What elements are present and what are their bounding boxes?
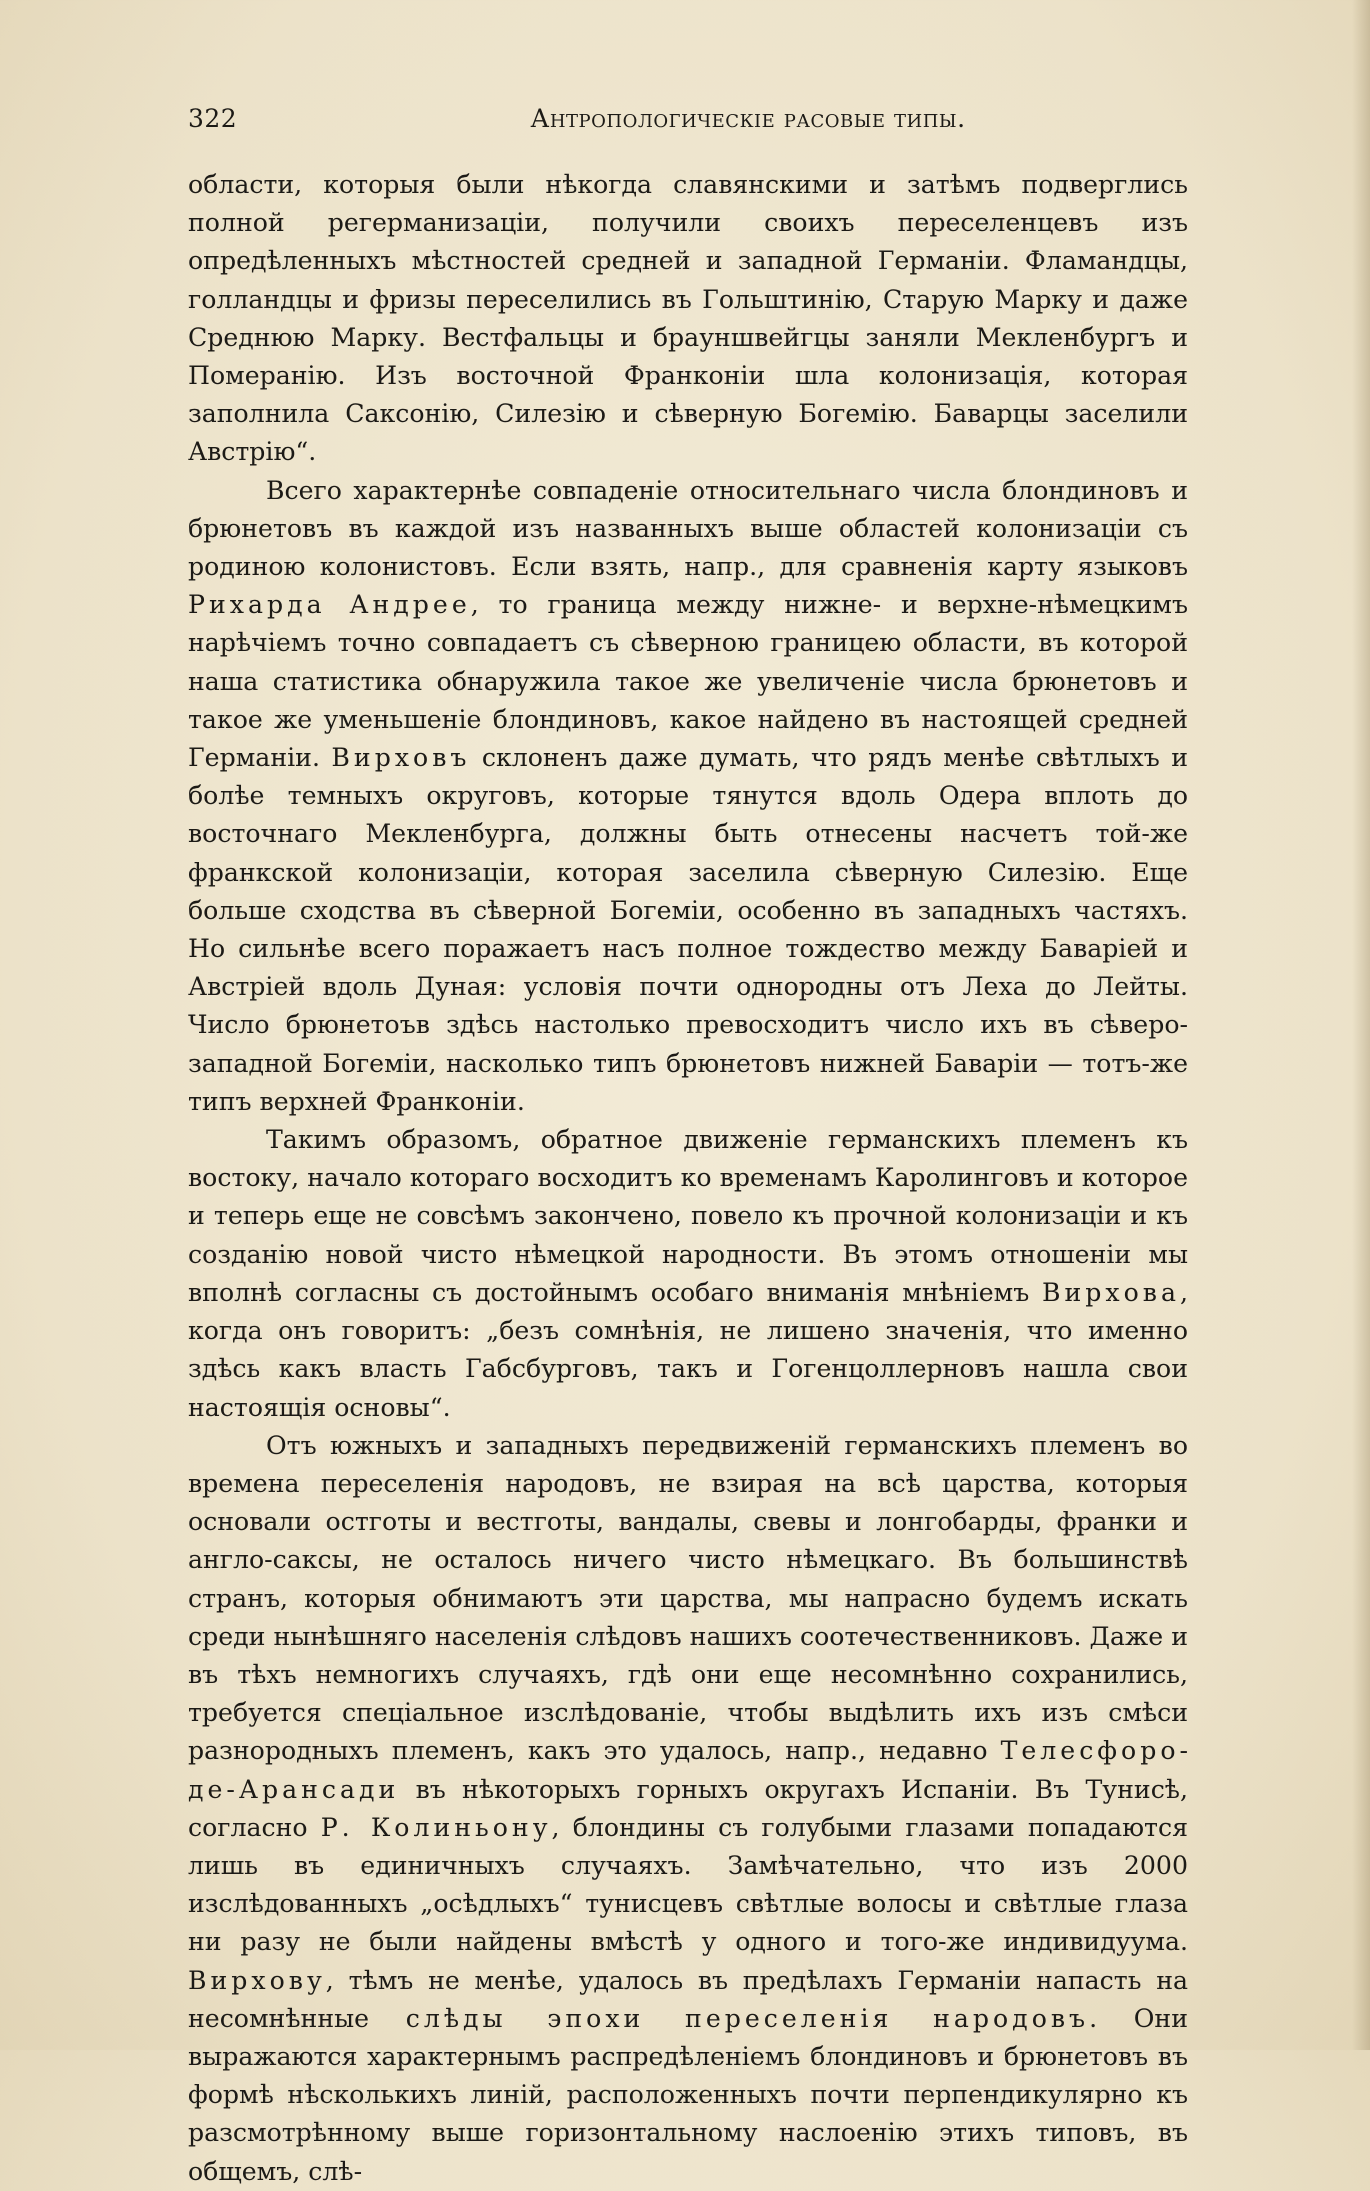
text-run: , то граница между нижне- и верхне-нѣмецкимъ нарѣчiемъ точно совпадаетъ съ сѣверною границею области, въ которой наша статистика обнаружила такое же увеличенiе числа брюнетовъ и такое же уменьшенiе блондиновъ, какое найдено въ настоящей средней Германiи.: [188, 590, 1188, 773]
paragraph: [188, 166, 1188, 472]
spaced-name: слѣды эпохи переселенiя народовъ: [405, 2003, 1090, 2033]
spaced-name: Телесфороде-Арансади: [188, 1736, 1188, 1804]
paragraph: [188, 1121, 1188, 1427]
spaced-name: Вирховъ: [331, 743, 471, 773]
text-run: , тѣмъ не менѣе, удалось въ предѣлахъ Германiи напасть на несомнѣнные: [188, 1965, 1188, 2033]
text-run: . Они выражаются характернымъ распредѣленiемъ блондиновъ и брюнетовъ въ формѣ нѣсколькихъ линiй, расположенныхъ почти перпендикулярно къ разсмотрѣнному выше горизонтальному наслоенiю этихъ типовъ, въ общемъ, слѣ-: [188, 2003, 1188, 2186]
text-run: области, которыя были нѣкогда славянскими и затѣмъ подверглись полной регерманизацiи, получили своихъ переселенцевъ изъ опредѣленныхъ мѣстностей средней и западной Германiи. Фламандцы, голландцы и фризы переселились въ Гольштинiю, Старую Марку и даже Среднюю Марку. Вестфальцы и брауншвейгцы заняли Мекленбургъ и Померанiю. Изъ восточной Франконiи шла колонизацiя, которая заполнила Саксонiю, Силезiю и сѣверную Богемiю. Баварцы заселили Австрiю“.: [188, 170, 1188, 467]
running-title: Антропологическiе расовые типы.: [530, 104, 966, 133]
page-edge-shadow: [1352, 0, 1370, 2050]
page-number: 322: [188, 104, 238, 133]
text-run: , блондины съ голубыми глазами попадаются лишь въ единичныхъ случаяхъ. Замѣчательно, что изъ 2000 изслѣдованныхъ „осѣдлыхъ“ тунисцевъ свѣтлые волосы и свѣтлые глаза ни разу не были найдены вмѣстѣ у одного и того-же индивидуума.: [188, 1812, 1188, 1957]
text-run: , когда онъ говоритъ: „безъ сомнѣнiя, не лишено значенiя, что именно здѣсь какъ власть Габсбурговъ, такъ и Гогенцоллерновъ нашла свои настоящiя основы“.: [188, 1277, 1188, 1422]
text-run: Отъ южныхъ и западныхъ передвиженiй германскихъ племенъ во времена переселенiя народовъ, не взирая на всѣ царства, которыя основали остготы и вестготы, вандалы, свевы и лонгобарды, франки и англо-саксы, не осталось ничего чисто нѣмецкаго. Въ большинствѣ странъ, которыя обнимаютъ эти царства, мы напрасно будемъ искать среди нынѣшняго населенiя слѣдовъ нашихъ соотечественниковъ. Даже и въ тѣхъ немногихъ случаяхъ, гдѣ они еще несомнѣнно сохранились, требуется спецiальное изслѣдованiе, чтобы выдѣлить ихъ изъ смѣси разнородныхъ племенъ, какъ это удалось, напр., недавно: [188, 1430, 1188, 1766]
book-page: [188, 100, 1188, 2191]
spaced-name: Вирхова: [1041, 1277, 1180, 1307]
spaced-name: Р. Колиньону: [320, 1812, 552, 1842]
text-run: Такимъ образомъ, обратное движенiе германскихъ племенъ къ востоку, начало котораго восходитъ ко временамъ Каролинговъ и которое и теперь еще не совсѣмъ закончено, повело къ прочной колонизацiи и къ созданiю новой чисто нѣмецкой народности. Въ этомъ отношенiи мы вполнѣ согласны съ достойнымъ особаго вниманiя мнѣнiемъ: [188, 1125, 1188, 1307]
body-text: [188, 166, 1188, 2191]
running-head: [188, 100, 1188, 144]
text-run: въ нѣкоторыхъ горныхъ округахъ Испанiи. Въ Тунисѣ, согласно: [188, 1774, 1188, 1842]
text-run: склоненъ даже думать, что рядъ менѣе свѣтлыхъ и болѣе темныхъ округовъ, которые тянутся вдоль Одера вплоть до восточнаго Мекленбурга, должны быть отнесены насчетъ той-же франкской колонизацiи, которая заселила сѣверную Силезiю. Еще больше сходства въ сѣверной Богемiи, особенно въ западныхъ частяхъ. Но сильнѣе всего поражаетъ насъ полное тождество между Баварiей и Австрiей вдоль Дуная: условiя почти однородны отъ Леха до Лейты. Число брюнетоъв здѣсь настолько превосходитъ число ихъ въ сѣверо-западной Богемiи, насколько типъ брюнетовъ нижней Баварiи — тотъ-же типъ верхней Франконiи.: [188, 743, 1188, 1116]
paragraph: [188, 472, 1188, 1121]
text-run: Всего характернѣе совпаденiе относительнаго числа блондиновъ и брюнетовъ въ каждой изъ названныхъ выше областей колонизацiи съ родиною колонистовъ. Если взять, напр., для сравненiя карту языковъ: [188, 475, 1188, 582]
spaced-name: Вирхову: [188, 1965, 326, 1995]
paragraph: [188, 1427, 1188, 2191]
spaced-name: Рихарда Андрее: [188, 590, 471, 620]
